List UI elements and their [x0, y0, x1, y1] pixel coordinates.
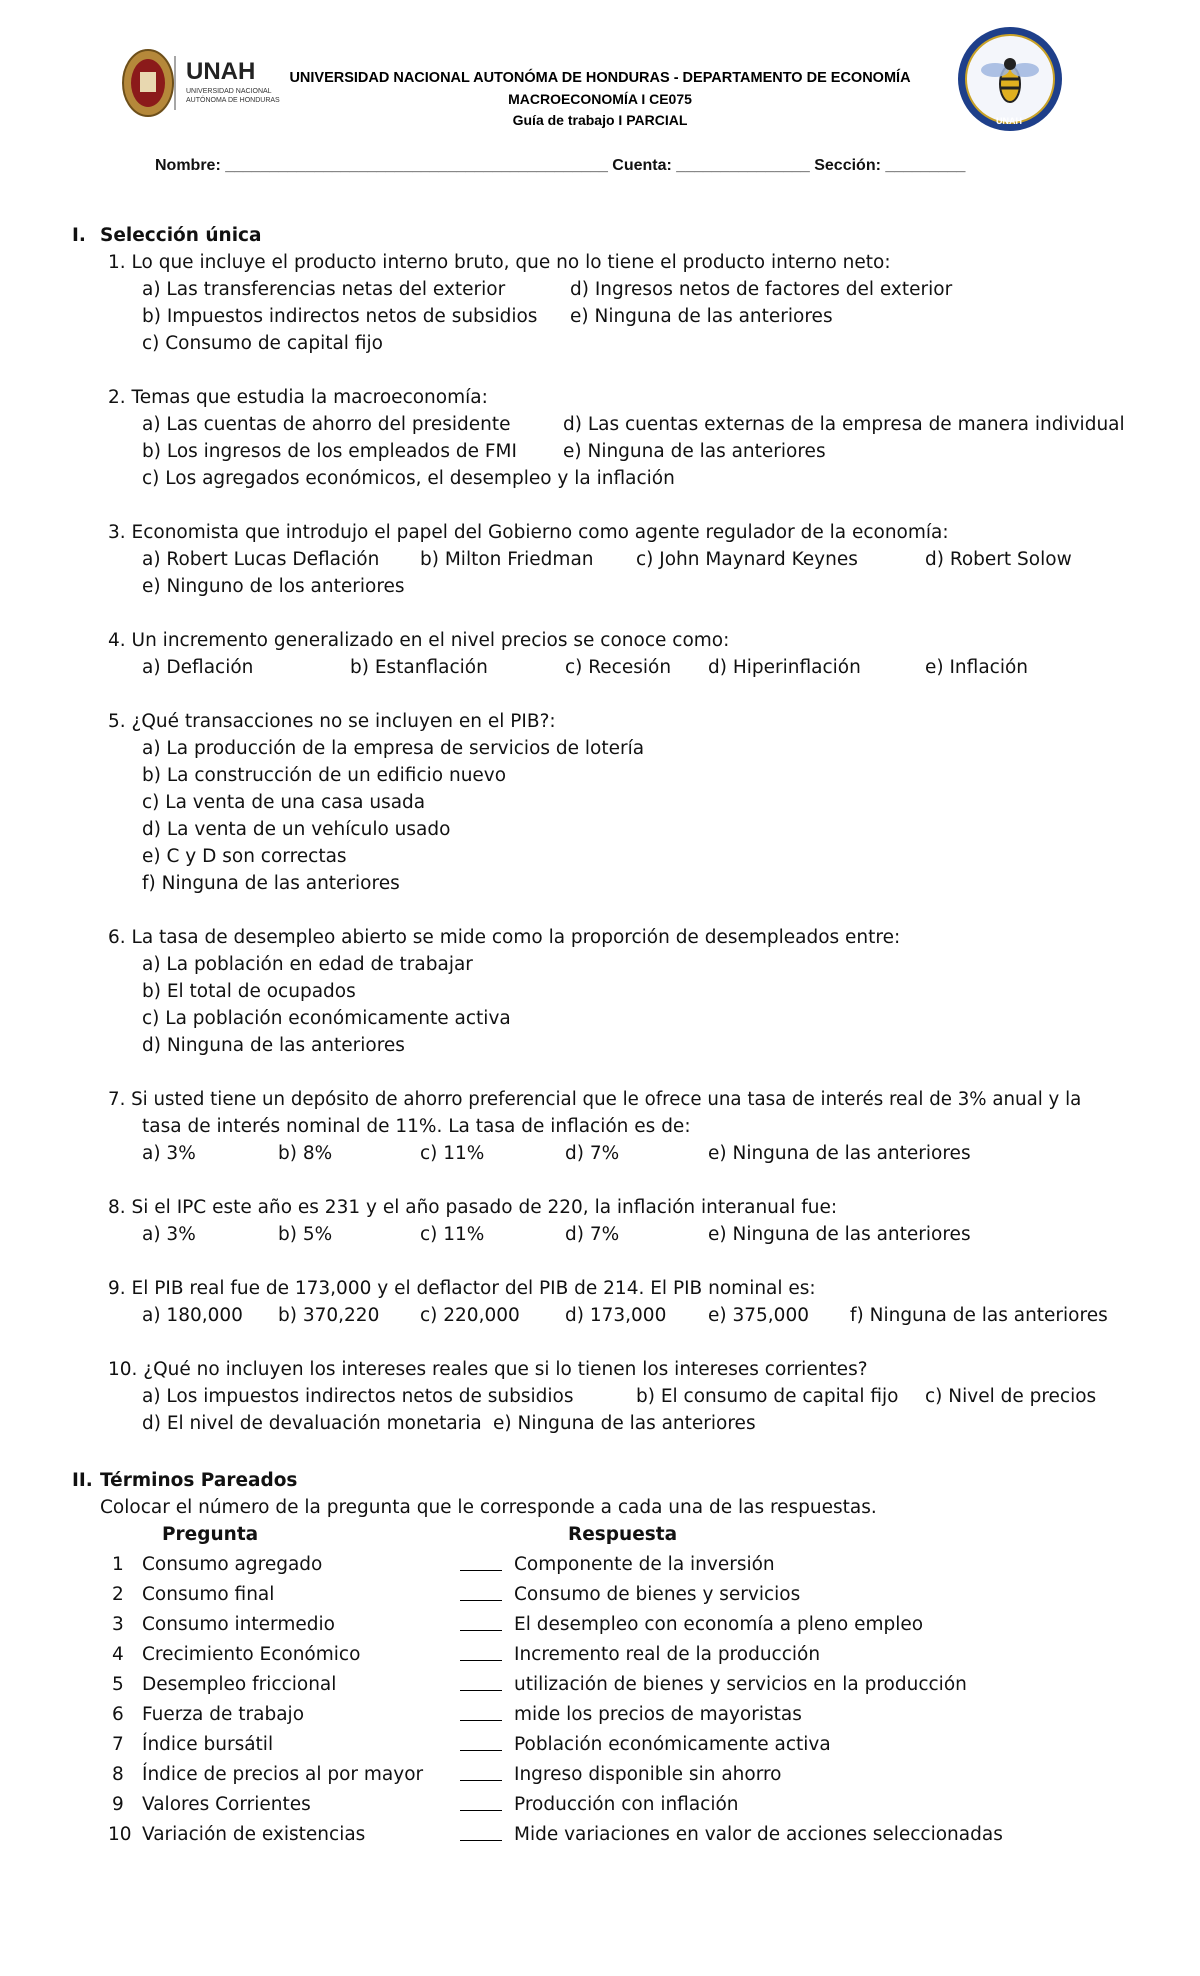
logo-subtitle-2: AUTÓNOMA DE HONDURAS — [186, 97, 280, 104]
course-title: MACROECONOMÍA I CE075 — [508, 91, 692, 107]
section-2-number: II. — [72, 1470, 93, 1491]
question-9: 9. El PIB real fue de 173,000 y el deflactor del PIB de 214. El PIB nominal es: — [108, 1278, 816, 1299]
question-1-option: d) Ingresos netos de factores del exterior — [570, 279, 953, 300]
answer-blank[interactable] — [460, 1674, 502, 1696]
question-3: 3. Economista que introdujo el papel del Gobierno como agente regulador de la economía: — [108, 522, 949, 543]
section-2-instructions: Colocar el número de la pregunta que le corresponde a cada una de las respuestas. — [100, 1497, 877, 1518]
question-2-option: d) Las cuentas externas de la empresa de manera individual — [563, 414, 1125, 435]
university-title: UNIVERSIDAD NACIONAL AUTONÓMA DE HONDURAS - DEPARTAMENTO DE ECONOMÍA — [289, 70, 911, 86]
economics-faculty-seal — [955, 24, 1065, 139]
question-7-option: a) 3% — [142, 1143, 196, 1164]
question-1-option: a) Las transferencias netas del exterior — [142, 279, 506, 300]
question-8-option: b) 5% — [278, 1224, 333, 1245]
question-3-option: b) Milton Friedman — [420, 549, 594, 570]
pair-number: 9 — [112, 1794, 124, 1815]
logo-subtitle-1: UNIVERSIDAD NACIONAL — [186, 88, 272, 95]
question-7-continuation: tasa de interés nominal de 11%. La tasa de inflación es de: — [142, 1116, 691, 1137]
pair-answer: Producción con inflación — [514, 1794, 739, 1815]
pair-term: Índice de precios al por mayor — [142, 1764, 424, 1785]
question-5-option: c) La venta de una casa usada — [142, 792, 426, 813]
question-9-option: b) 370,220 — [278, 1305, 380, 1326]
question-5-option: b) La construcción de un edificio nuevo — [142, 765, 507, 786]
question-6: 6. La tasa de desempleo abierto se mide como la proporción de desempleados entre: — [108, 927, 901, 948]
question-9-option: e) 375,000 — [708, 1305, 809, 1326]
pair-number: 10 — [108, 1824, 132, 1845]
pair-term: Crecimiento Económico — [142, 1644, 361, 1665]
question-6-option: a) La población en edad de trabajar — [142, 954, 473, 975]
question-7: 7. Si usted tiene un depósito de ahorro preferencial que le ofrece una tasa de interés real de 3% anual y la — [108, 1089, 1082, 1110]
question-9-option: c) 220,000 — [420, 1305, 520, 1326]
question-8-option: c) 11% — [420, 1224, 485, 1245]
question-5: 5. ¿Qué transacciones no se incluyen en el PIB?: — [108, 711, 556, 732]
answer-blank[interactable] — [460, 1614, 502, 1636]
question-10-option: a) Los impuestos indirectos netos de subsidios — [142, 1386, 574, 1407]
answer-blank[interactable] — [460, 1704, 502, 1726]
question-4-option: c) Recesión — [565, 657, 672, 678]
pair-term: Valores Corrientes — [142, 1794, 311, 1815]
pair-answer: Componente de la inversión — [514, 1554, 775, 1575]
pair-term: Consumo intermedio — [142, 1614, 335, 1635]
question-1-option: c) Consumo de capital fijo — [142, 333, 383, 354]
question-4-option: a) Deflación — [142, 657, 254, 678]
question-5-option: d) La venta de un vehículo usado — [142, 819, 451, 840]
question-5-option: e) C y D son correctas — [142, 846, 347, 867]
question-3-option: c) John Maynard Keynes — [636, 549, 858, 570]
question-2-option: c) Los agregados económicos, el desempleo y la inflación — [142, 468, 675, 489]
question-5-option: f) Ninguna de las anteriores — [142, 873, 400, 894]
pair-number: 8 — [112, 1764, 124, 1785]
pair-number: 2 — [112, 1584, 124, 1605]
pair-term: Desempleo friccional — [142, 1674, 337, 1695]
pair-number: 3 — [112, 1614, 124, 1635]
pair-answer: Ingreso disponible sin ahorro — [514, 1764, 782, 1785]
answer-blank[interactable] — [460, 1794, 502, 1816]
pair-number: 5 — [112, 1674, 124, 1695]
section-1-number: I. — [72, 225, 86, 246]
pair-number: 7 — [112, 1734, 124, 1755]
question-10-option: b) El consumo de capital fijo — [636, 1386, 899, 1407]
question-2-option: a) Las cuentas de ahorro del presidente — [142, 414, 511, 435]
section-2-title: Términos Pareados — [100, 1470, 298, 1491]
answer-blank[interactable] — [460, 1554, 502, 1576]
pair-answer: Población económicamente activa — [514, 1734, 831, 1755]
question-4-option: d) Hiperinflación — [708, 657, 861, 678]
pair-term: Variación de existencias — [142, 1824, 366, 1845]
pair-answer: El desempleo con economía a pleno empleo — [514, 1614, 924, 1635]
section-1-title: Selección única — [100, 225, 262, 246]
answer-blank[interactable] — [460, 1734, 502, 1756]
pair-term: Consumo agregado — [142, 1554, 323, 1575]
question-9-option: a) 180,000 — [142, 1305, 243, 1326]
question-3-option: a) Robert Lucas Deflación — [142, 549, 380, 570]
pair-answer: Mide variaciones en valor de acciones seleccionadas — [514, 1824, 1003, 1845]
question-1: 1. Lo que incluye el producto interno bruto, que no lo tiene el producto interno neto: — [108, 252, 891, 273]
question-8-option: d) 7% — [565, 1224, 620, 1245]
seal-label: UNAH — [996, 116, 1022, 126]
question-8: 8. Si el IPC este año es 231 y el año pasado de 220, la inflación interanual fue: — [108, 1197, 838, 1218]
logo-wordmark: UNAH — [186, 58, 256, 85]
answer-blank[interactable] — [460, 1644, 502, 1666]
question-10-option: c) Nivel de precios — [925, 1386, 1097, 1407]
question-2-option: b) Los ingresos de los empleados de FMI — [142, 441, 517, 462]
answer-blank[interactable] — [460, 1824, 502, 1846]
pair-term: Índice bursátil — [142, 1734, 274, 1755]
pair-answer: mide los precios de mayoristas — [514, 1704, 802, 1725]
question-2-option: e) Ninguna de las anteriores — [563, 441, 826, 462]
question-10-option: d) El nivel de devaluación monetaria — [142, 1413, 482, 1434]
question-9-option: d) 173,000 — [565, 1305, 667, 1326]
question-5-option: a) La producción de la empresa de servicios de lotería — [142, 738, 645, 759]
pair-answer: Incremento real de la producción — [514, 1644, 821, 1665]
question-2: 2. Temas que estudia la macroeconomía: — [108, 387, 488, 408]
question-10: 10. ¿Qué no incluyen los intereses reales que si lo tienen los intereses corrientes? — [108, 1359, 868, 1380]
question-6-option: b) El total de ocupados — [142, 981, 356, 1002]
pair-answer: utilización de bienes y servicios en la producción — [514, 1674, 967, 1695]
pair-term: Fuerza de trabajo — [142, 1704, 305, 1725]
question-8-option: a) 3% — [142, 1224, 196, 1245]
question-7-option: c) 11% — [420, 1143, 485, 1164]
question-4: 4. Un incremento generalizado en el nivel precios se conoce como: — [108, 630, 730, 651]
guide-title: Guía de trabajo I PARCIAL — [512, 112, 688, 128]
question-3-option: e) Ninguno de los anteriores — [142, 576, 405, 597]
pair-number: 6 — [112, 1704, 124, 1725]
question-1-option: b) Impuestos indirectos netos de subsidios — [142, 306, 538, 327]
question-6-option: c) La población económicamente activa — [142, 1008, 511, 1029]
question-3-option: d) Robert Solow — [925, 549, 1072, 570]
pair-term: Consumo final — [142, 1584, 275, 1605]
question-10-option: e) Ninguna de las anteriores — [493, 1413, 756, 1434]
question-6-option: d) Ninguna de las anteriores — [142, 1035, 405, 1056]
student-fields-line: Nombre: ___________________________________________ Cuenta: _______________ Sección: _________ — [155, 157, 966, 174]
question-4-option: e) Inflación — [925, 657, 1029, 678]
question-7-option: b) 8% — [278, 1143, 333, 1164]
column-header-answer: Respuesta — [568, 1524, 678, 1545]
question-7-option: d) 7% — [565, 1143, 620, 1164]
answer-blank[interactable] — [460, 1764, 502, 1786]
pair-number: 4 — [112, 1644, 124, 1665]
question-7-option: e) Ninguna de las anteriores — [708, 1143, 971, 1164]
question-8-option: e) Ninguna de las anteriores — [708, 1224, 971, 1245]
question-4-option: b) Estanflación — [350, 657, 488, 678]
question-9-option: f) Ninguna de las anteriores — [850, 1305, 1108, 1326]
pair-number: 1 — [112, 1554, 124, 1575]
question-1-option: e) Ninguna de las anteriores — [570, 306, 833, 327]
answer-blank[interactable] — [460, 1584, 502, 1606]
column-header-question: Pregunta — [162, 1524, 259, 1545]
pair-answer: Consumo de bienes y servicios — [514, 1584, 801, 1605]
